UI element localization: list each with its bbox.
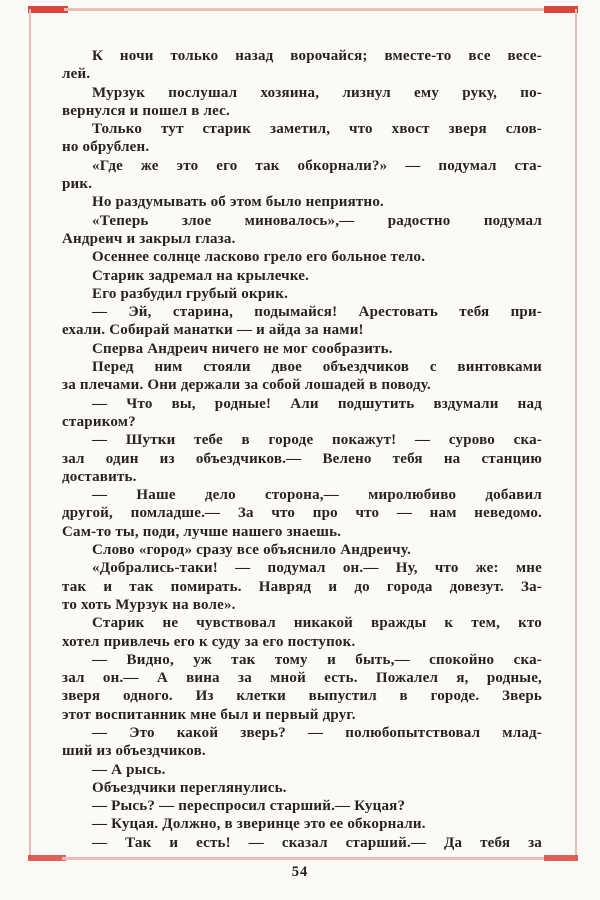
- paragraph: [62, 559, 542, 614]
- text-line: хотел привлечь его к суду за его поступок.: [62, 633, 356, 650]
- text-line: Старик задремал на крылечке.: [92, 267, 310, 284]
- paragraph: [62, 651, 542, 724]
- paragraph: [62, 761, 542, 779]
- text-line: — Эй, старина, подымайся! Арестовать тебя при-: [92, 304, 542, 321]
- paragraph: [62, 834, 542, 852]
- text-line: — Что вы, родные! Али подшутить вздумали над: [92, 395, 542, 412]
- text-line: Мурзук послушал хозяина, лизнул ему руку, по-: [92, 84, 542, 101]
- paragraph: [62, 614, 542, 651]
- text-line: Его разбудил грубый окрик.: [92, 285, 289, 302]
- text-line: рик.: [62, 176, 93, 193]
- text-line: «Добрались-таки! — подумал он.— Ну, что же: мне: [92, 560, 542, 577]
- text-line: так и так помирать. Навряд и до города довезут. За-: [62, 578, 542, 595]
- text-line: стариком?: [62, 413, 136, 430]
- scan-mark-top-left: [28, 6, 68, 13]
- scan-mark-top-right: [544, 6, 578, 13]
- paragraph: [62, 724, 542, 761]
- text-line: «Где же это его так обкорнали?» — подумал ста-: [92, 157, 542, 174]
- text-line: ехали. Собирай манатки — и айда за нами!: [62, 322, 364, 339]
- scan-mark-top-line: [64, 8, 546, 11]
- text-line: зверя одного. Из клетки выпустил в городе. Зверь: [62, 688, 542, 705]
- scan-mark-left-line: [29, 9, 31, 859]
- page-text: [62, 47, 542, 852]
- text-line: вернулся и пошел в лес.: [62, 102, 230, 119]
- paragraph: [62, 303, 542, 340]
- text-line: К ночи только назад ворочайся; вместе-то все весе-: [92, 48, 542, 64]
- scan-mark-right-line: [575, 9, 577, 859]
- page-number: 54: [291, 864, 309, 880]
- text-line: за плечами. Они держали за собой лошадей в поводу.: [62, 377, 431, 394]
- text-line: Старик не чувствовал никакой вражды к тем, кто: [92, 615, 542, 632]
- text-line: Сам-то ты, поди, лучше нашего знаешь.: [62, 523, 342, 540]
- text-line: — А рысь.: [92, 761, 166, 778]
- paragraph: [62, 285, 542, 303]
- text-line: Объездчики переглянулись.: [92, 779, 287, 796]
- text-line: — Видно, уж так тому и быть,— спокойно ска-: [92, 651, 542, 668]
- paragraph: [62, 47, 542, 84]
- text-line: — Наше дело сторона,— миролюбиво добавил: [92, 487, 542, 504]
- paragraph: [62, 193, 542, 211]
- text-line: Андреич и закрыл глаза.: [62, 230, 236, 247]
- text-line: — Так и есть! — сказал старший.— Да тебя за: [92, 834, 542, 851]
- paragraph: [62, 541, 542, 559]
- text-line: Осеннее солнце ласково грело его больное тело.: [92, 249, 426, 266]
- paragraph: [62, 120, 542, 157]
- text-line: — Шутки тебе в городе покажут! — сурово ска-: [92, 432, 542, 449]
- text-line: то хоть Мурзук на воле».: [62, 596, 236, 613]
- text-line: Только тут старик заметил, что хвост зверя слов-: [92, 121, 542, 138]
- text-line: «Теперь злое миновалось»,— радостно подумал: [92, 212, 542, 229]
- paragraph: [62, 815, 542, 833]
- text-line: Но раздумывать об этом было неприятно.: [92, 194, 384, 211]
- paragraph: [62, 797, 542, 815]
- text-line: Перед ним стояли двое объездчиков с винтовками: [92, 359, 542, 376]
- paragraph: [62, 157, 542, 194]
- paragraph: [62, 395, 542, 432]
- text-line: ший из объездчиков.: [62, 743, 206, 760]
- text-line: лей.: [62, 66, 91, 83]
- paragraph: [62, 248, 542, 266]
- text-line: Слово «город» сразу все объяснило Андреичу.: [92, 542, 411, 559]
- text-line: — Рысь? — переспросил старший.— Куцая?: [92, 798, 406, 815]
- paragraph: [62, 340, 542, 358]
- paragraph: [62, 267, 542, 285]
- text-line: зал он.— А вина за мной есть. Пожалел я, родные,: [62, 670, 542, 687]
- text-line: — Это какой зверь? — полюбопытствовал млад-: [92, 724, 542, 741]
- text-line: доставить.: [62, 468, 137, 485]
- paragraph: [62, 486, 542, 541]
- text-line: зал один из объездчиков.— Велено тебя на станцию: [62, 450, 542, 467]
- text-line: Сперва Андреич ничего не мог сообразить.: [92, 340, 393, 357]
- paragraph: [62, 779, 542, 797]
- paragraph: [62, 431, 542, 486]
- paragraph: [62, 358, 542, 395]
- paragraph: [62, 84, 542, 121]
- scan-mark-bottom-line: [62, 857, 546, 860]
- paragraph: [62, 212, 542, 249]
- scan-mark-bottom-right: [544, 855, 578, 861]
- text-line: но обрублен.: [62, 139, 150, 156]
- scan-mark-bottom-left: [28, 855, 66, 861]
- text-line: — Куцая. Должно, в зверинце это ее обкорнали.: [92, 816, 426, 833]
- text-line: другой, помладше.— За что про что — нам неведомо.: [62, 505, 542, 522]
- text-line: этот воспитанник мне был и первый друг.: [62, 706, 356, 723]
